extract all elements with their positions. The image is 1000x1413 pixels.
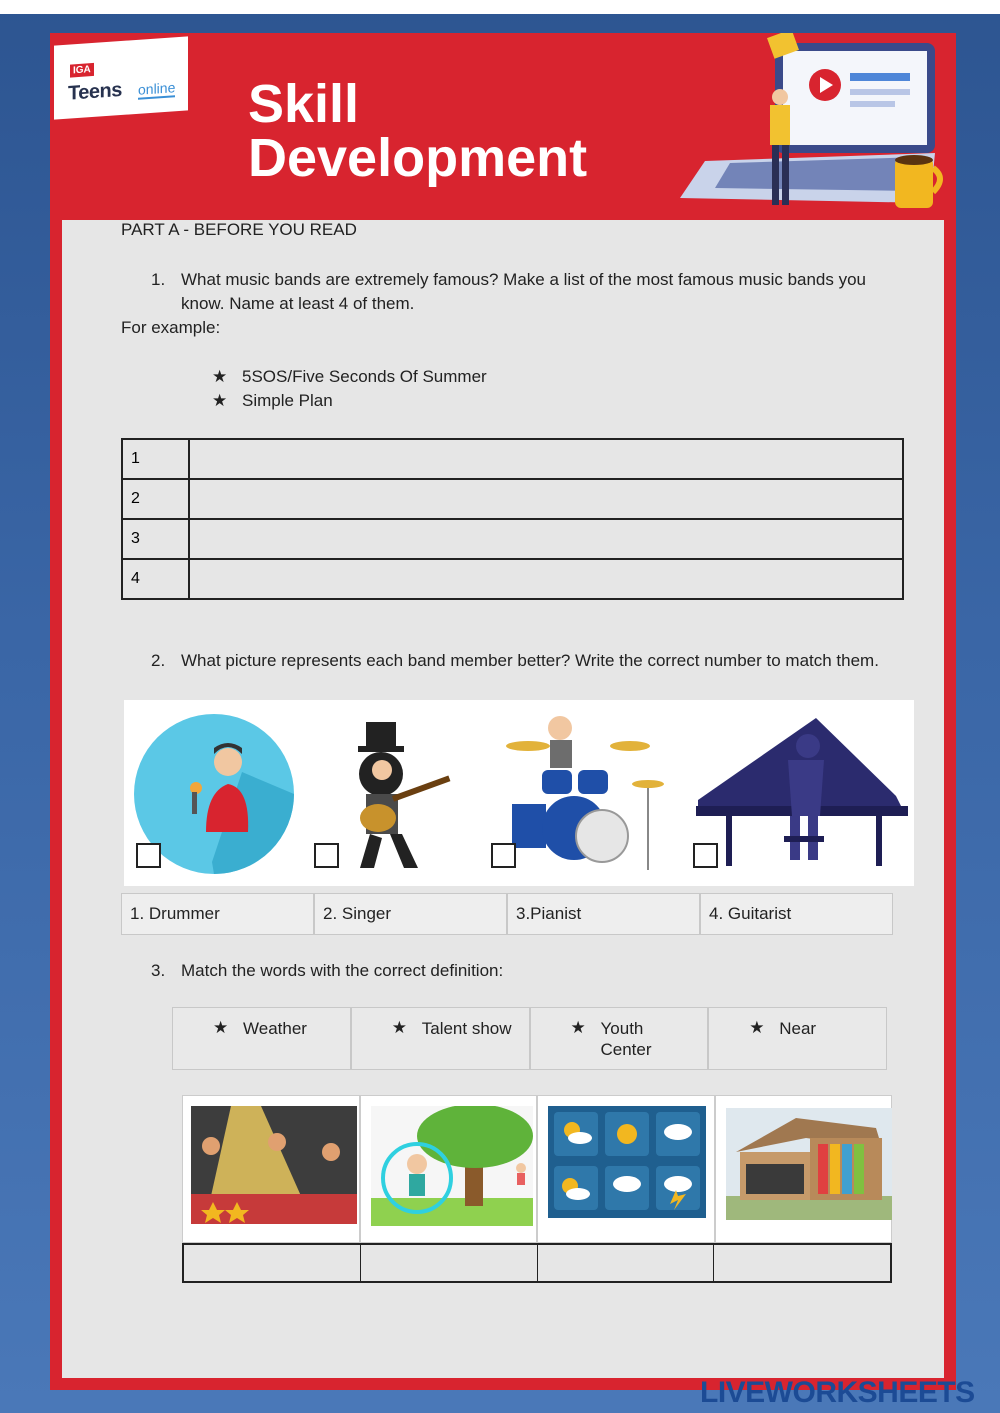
definition-pictures [182, 1095, 892, 1243]
word-near: Near [779, 1019, 817, 1038]
example-item-2: Simple Plan [242, 391, 333, 410]
star-icon: ★ [570, 1018, 586, 1037]
table-row [122, 479, 903, 519]
laptop-illustration [650, 33, 950, 220]
band-answer-field[interactable] [189, 439, 903, 479]
row-number: 2 [122, 479, 189, 519]
answer-field[interactable] [361, 1245, 538, 1281]
picture-cell [360, 1095, 538, 1243]
band-answer-field[interactable] [189, 519, 903, 559]
q1-number: 1. [151, 270, 166, 289]
guitarist-picture [348, 714, 458, 872]
option-label: 4. Guitarist [700, 893, 893, 935]
logo-online: online [138, 79, 176, 98]
vocabulary-words [172, 1007, 887, 1070]
word-cell [351, 1007, 530, 1070]
band-member-pictures [124, 700, 914, 886]
band-answer-field[interactable] [189, 479, 903, 519]
example-star-icon: ★ [212, 367, 228, 386]
word-youth [601, 1018, 652, 1060]
logo-teens: Teens [68, 78, 122, 105]
row-number: 3 [122, 519, 189, 559]
star-icon: ★ [391, 1018, 407, 1037]
answer-checkbox[interactable] [491, 843, 516, 868]
answer-checkbox[interactable] [136, 843, 161, 868]
option-label: 1. Drummer [121, 893, 314, 935]
answer-field[interactable] [538, 1245, 715, 1281]
logo [54, 36, 188, 119]
star-icon: ★ [749, 1018, 765, 1037]
q2-number: 2. [151, 651, 166, 670]
q2-text: What picture represents each band member better? Write the correct number to match them. [181, 651, 879, 670]
answer-field[interactable] [184, 1245, 361, 1281]
picture-cell [715, 1095, 893, 1243]
drummer-picture [502, 712, 672, 872]
word-youth-line-2: Center [600, 1040, 652, 1059]
word-cell [708, 1007, 887, 1070]
word-cell [530, 1007, 709, 1070]
band-answer-field[interactable] [189, 559, 903, 599]
logo-iga: IGA [70, 63, 94, 78]
near-picture [371, 1106, 533, 1226]
bands-table [121, 438, 904, 600]
answer-field[interactable] [714, 1245, 890, 1281]
top-strip [0, 0, 1000, 14]
picture-cell [182, 1095, 360, 1243]
table-row [122, 519, 903, 559]
header-banner [50, 33, 956, 220]
word-cell [172, 1007, 351, 1070]
example-label: For example: [121, 318, 221, 337]
title-line-1: Skill [248, 74, 360, 134]
definition-answer-row [182, 1243, 892, 1283]
option-label: 3.Pianist [507, 893, 700, 935]
part-a-heading: PART A - BEFORE YOU READ [121, 220, 357, 239]
table-row [122, 559, 903, 599]
weather-picture [548, 1106, 706, 1218]
pianist-picture [696, 716, 908, 872]
option-label: 2. Singer [314, 893, 507, 935]
row-number: 4 [122, 559, 189, 599]
example-star-icon: ★ [212, 391, 228, 410]
example-item-1: 5SOS/Five Seconds Of Summer [242, 367, 487, 386]
q3-text: Match the words with the correct definition: [181, 961, 504, 980]
q1-line-1: What music bands are extremely famous? Make a list of the most famous music bands you [181, 270, 867, 289]
youth-center-picture [726, 1108, 892, 1220]
row-number: 1 [122, 439, 189, 479]
title-line-2: Development [248, 128, 588, 188]
liveworksheets-watermark: LIVEWORKSHEETS [700, 1376, 975, 1409]
word-talent-show: Talent show [421, 1019, 512, 1038]
q3-number: 3. [151, 961, 166, 980]
word-youth-line-1: Youth [600, 1019, 644, 1038]
talent-show-picture [191, 1106, 357, 1224]
picture-cell [537, 1095, 715, 1243]
q1-line-2: know. Name at least 4 of them. [181, 294, 415, 313]
answer-checkbox[interactable] [314, 843, 339, 868]
table-row [122, 439, 903, 479]
answer-checkbox[interactable] [693, 843, 718, 868]
star-icon: ★ [213, 1018, 229, 1037]
band-member-options [121, 893, 893, 935]
word-weather: Weather [243, 1019, 307, 1038]
